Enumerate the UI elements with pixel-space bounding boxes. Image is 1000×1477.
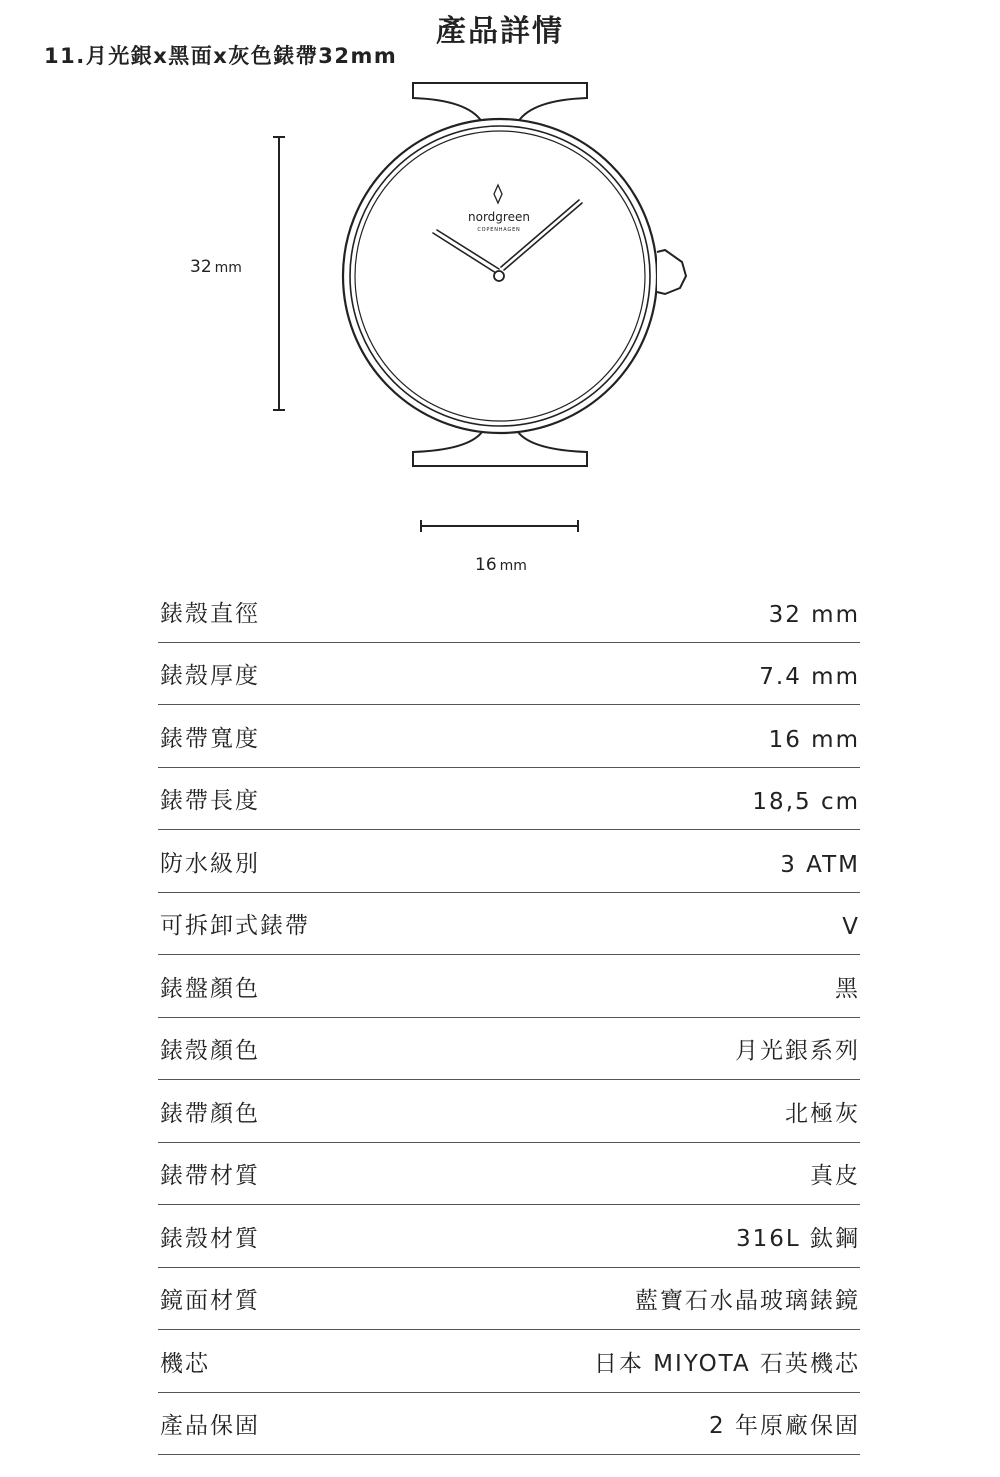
spec-row-removable-strap [158, 893, 860, 956]
spec-label: 機芯 [160, 1350, 210, 1377]
spec-label: 錶帶顏色 [160, 1100, 260, 1127]
spec-row-case-material [158, 1205, 860, 1268]
width-dimension-line [421, 520, 578, 532]
spec-label: 產品保固 [160, 1413, 260, 1439]
spec-row-glass-material [158, 1268, 860, 1331]
spec-value: 2 年原廠保固 [709, 1413, 860, 1439]
spec-value: 3 ATM [780, 851, 860, 878]
spec-row-strap-length [158, 768, 860, 831]
spec-value: 316L 鈦鋼 [735, 1225, 860, 1252]
spec-row-strap-material [158, 1143, 860, 1206]
spec-label: 錶帶寬度 [160, 725, 260, 752]
spec-value: 日本 MIYOTA 石英機芯 [593, 1350, 860, 1377]
spec-row-movement [158, 1330, 860, 1393]
spec-label: 可拆卸式錶帶 [160, 913, 310, 939]
height-dimension-label: 32 mm [190, 257, 242, 277]
spec-value: 16 mm [768, 726, 860, 753]
spec-value: 月光銀系列 [735, 1038, 860, 1064]
spec-row-strap-color [158, 1080, 860, 1143]
spec-value: 藍寶石水晶玻璃錶鏡 [635, 1288, 860, 1314]
top-strap-outline [413, 83, 587, 122]
spec-label: 錶殼直徑 [160, 600, 260, 627]
page-title: 產品詳情 [436, 14, 564, 49]
spec-row-water-resistance [158, 830, 860, 893]
spec-row-case-color [158, 1018, 860, 1081]
spec-label: 錶盤顏色 [160, 975, 260, 1002]
spec-label: 鏡面材質 [160, 1288, 260, 1314]
height-dimension-line [273, 137, 285, 410]
spec-row-case-thickness [158, 643, 860, 706]
spec-label: 錶殼厚度 [160, 663, 260, 689]
spec-label: 錶殼顏色 [160, 1038, 260, 1064]
spec-row-dial-color [158, 955, 860, 1018]
spec-value: V [842, 914, 860, 940]
bottom-strap-outline [413, 432, 587, 466]
spec-label: 錶帶材質 [160, 1163, 260, 1189]
spec-value: 7.4 mm [759, 664, 860, 690]
spec-value: 18,5 cm [752, 789, 860, 815]
spec-label: 錶殼材質 [160, 1225, 260, 1252]
watch-crown [657, 250, 686, 294]
product-subtitle: 11.月光銀x黑面x灰色錶帶32mm [44, 44, 398, 68]
spec-row-warranty [158, 1393, 860, 1456]
spec-row-case-diameter [158, 580, 860, 643]
spec-value: 32 mm [768, 601, 860, 628]
hand-pivot [494, 271, 504, 281]
spec-value: 黑 [835, 975, 860, 1002]
spec-value: 真皮 [810, 1163, 860, 1189]
spec-table [158, 580, 860, 1455]
width-dimension-label: 16 mm [475, 555, 527, 575]
spec-label: 錶帶長度 [160, 788, 260, 814]
brand-name: nordgreen [468, 210, 530, 224]
spec-label: 防水級別 [160, 850, 260, 877]
spec-row-strap-width [158, 705, 860, 768]
spec-value: 北極灰 [785, 1100, 860, 1127]
brand-subline: COPENHAGEN [477, 227, 521, 233]
watch-diagram [0, 0, 1000, 590]
